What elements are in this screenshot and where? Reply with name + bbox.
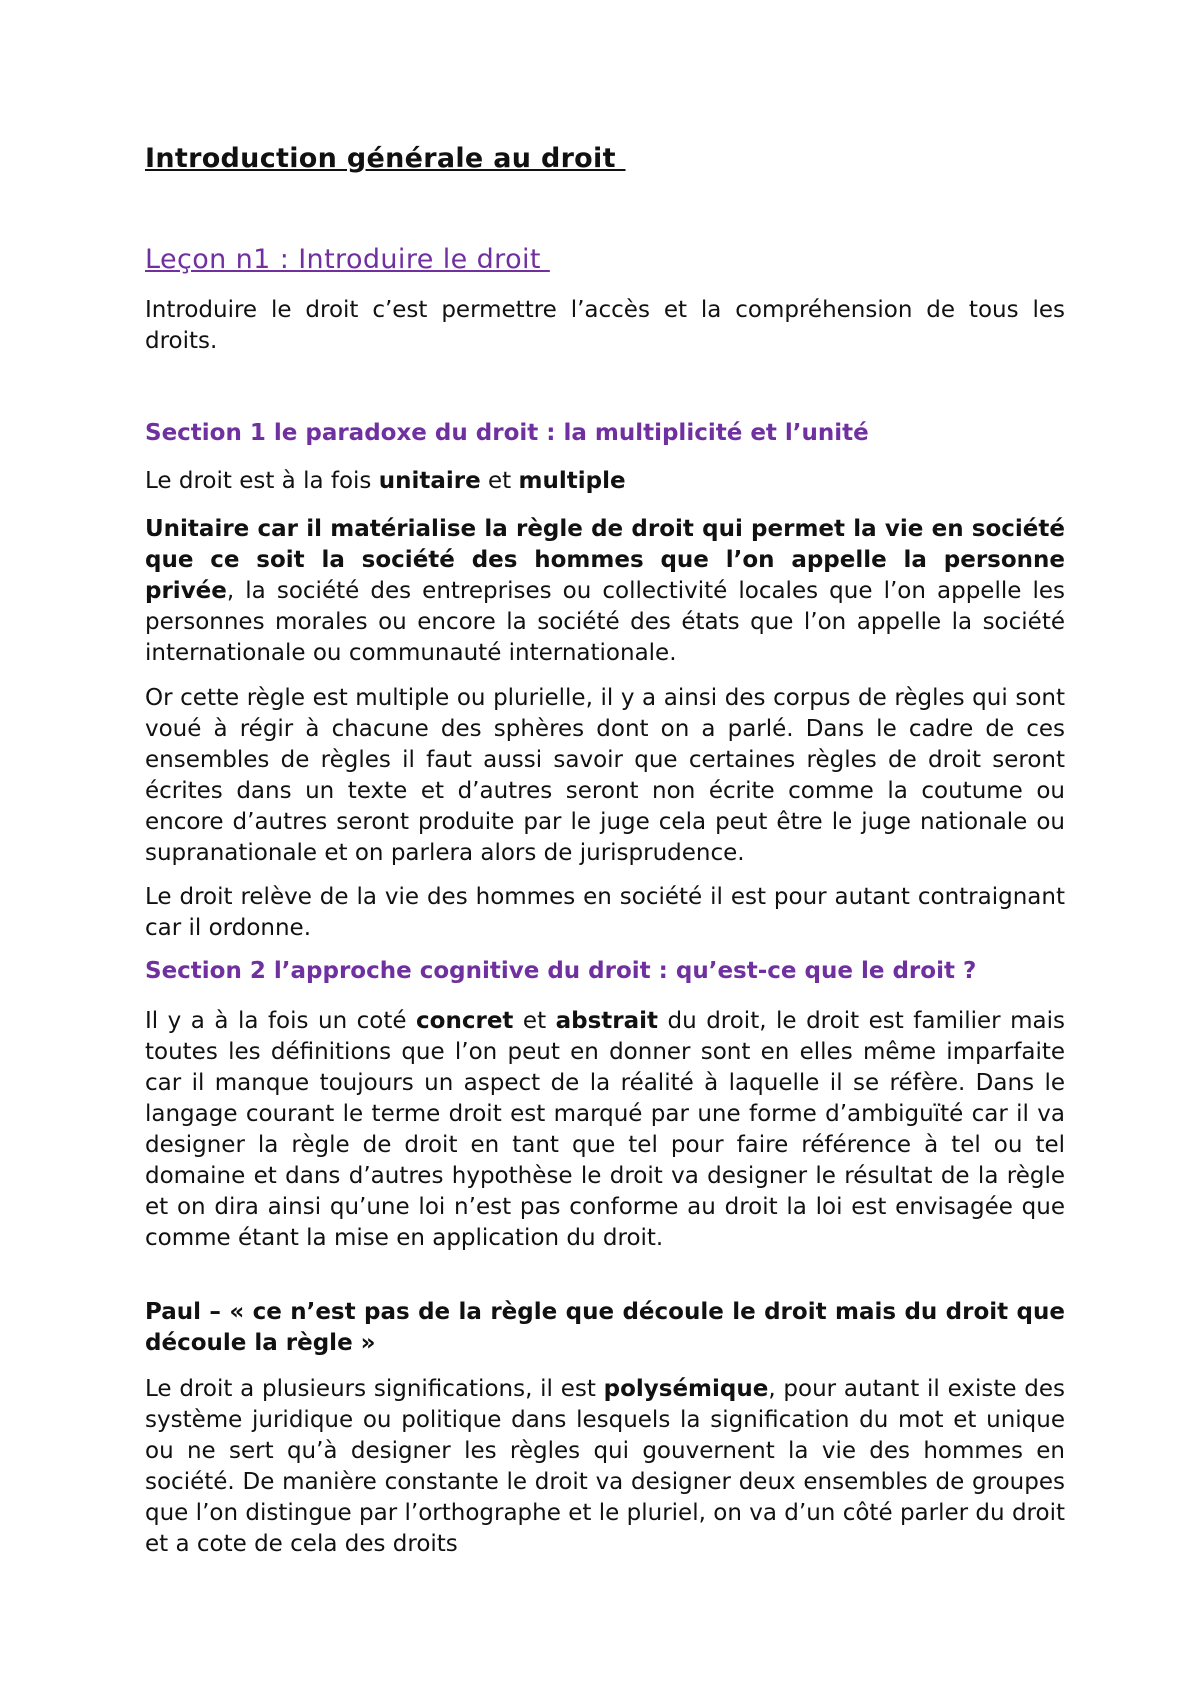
paragraph-text: , la société des entreprises ou collectivité locales que l’on appelle les personnes morales ou encore la société des états que l’on appelle la société internationale ou communauté internationale. [145,578,1065,666]
section-2-paragraph-3 [145,1374,1065,1560]
paragraph-text: et [513,1008,556,1034]
section-1-heading: Section 1 le paradoxe du droit : la multiplicité et l’unité [145,420,869,446]
section-1-paragraph-1 [145,514,1065,669]
section-2-paragraph-1 [145,1006,1065,1254]
keyword-polysemique: polysémique [603,1376,769,1402]
keyword-abstrait: abstrait [555,1008,659,1034]
paragraph-text: , pour autant il existe des système juridique ou politique dans lesquels la signification du mot et unique ou ne sert qu’à designer les règles qui gouvernent la vie des hommes en société. De manière constante le droit va designer deux ensembles de groupes que l’on distingue par l’orthographe et le pluriel, on va d’un côté parler du droit et a cote de cela des droits [145,1376,1065,1557]
keyword-concret: concret [416,1008,514,1034]
section-2-heading: Section 2 l’approche cognitive du droit : qu’est-ce que le droit ? [145,958,977,984]
section-1-paragraph-3: Le droit relève de la vie des hommes en société il est pour autant contraignant car il ordonne. [145,884,1065,941]
statement-multiple: multiple [518,468,626,494]
statement-text: Le droit est à la fois [145,468,379,494]
lesson-title: Leçon n1 : Introduire le droit [145,244,550,275]
paragraph-bold-lead: Unitaire car il matérialise la règle de droit qui permet la vie en société que ce soit la société des hommes que l’on appelle la personne privée [145,516,1065,604]
section-1-statement [145,466,1065,497]
document-title: Introduction générale au droit [145,143,626,174]
statement-text: et [480,468,519,494]
paragraph-text: Le droit a plusieurs significations, il est [145,1376,604,1402]
paragraph-text: Il y a à la fois un coté [145,1008,417,1034]
paragraph-text: du droit, le droit est familier mais toutes les définitions que l’on peut en donner sont en elles même imparfaite car il manque toujours un aspect de la réalité à laquelle il se réfère. Dans le langage courant le terme droit est marqué par une forme d’ambiguïté car il va designer la règle de droit en tant que tel pour faire référence à tel ou tel domaine et dans d’autres hypothèse le droit va designer le résultat de la règle et on dira ainsi qu’une loi n’est pas conforme au droit la loi est envisagée que comme étant la mise en application du droit. [145,1008,1065,1251]
lesson-intro-paragraph: Introduire le droit c’est permettre l’accès et la compréhension de tous les droits. [145,297,1065,354]
section-1-paragraph-2: Or cette règle est multiple ou plurielle, il y a ainsi des corpus de règles qui sont voué à régir à chacune des sphères dont on a parlé. Dans le cadre de ces ensembles de règles il faut aussi savoir que certaines règles de droit seront écrites dans un texte et d’autres seront non écrite comme la coutume ou encore d’autres seront produite par le juge cela peut être le juge nationale ou supranationale et on parlera alors de jurisprudence. [145,685,1065,866]
paul-quote: Paul – « ce n’est pas de la règle que découle le droit mais du droit que découle la règle » [145,1299,1065,1356]
statement-unitaire: unitaire [378,468,481,494]
